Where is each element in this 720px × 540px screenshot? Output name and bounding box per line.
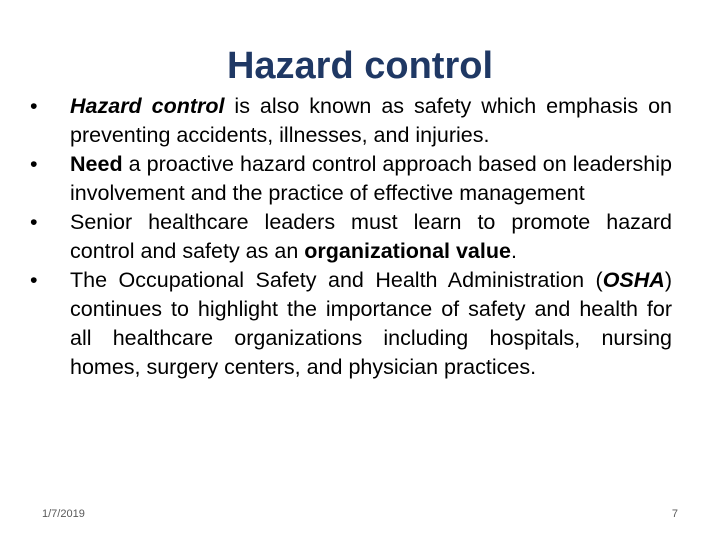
bullet-text: is also known as safety which emphasis on preventing accidents, illnesses, and injuries. — [70, 94, 672, 147]
bullet-text: Senior healthcare leaders must learn to promote hazard control and safety as an — [70, 210, 672, 263]
bullet-item-2 — [30, 150, 672, 208]
bullet-item-1 — [30, 92, 672, 150]
footer-date: 1/7/2019 — [42, 508, 85, 520]
bullet-marker: • — [30, 94, 38, 118]
bullet-item-3 — [30, 208, 672, 266]
bullet-item-4 — [30, 266, 672, 382]
bullet-text: a proactive hazard control approach based on leadership involvement and the practice of effective management — [70, 152, 672, 205]
bullet-text-end: ) continues to highlight the importance of safety and health for all healthcare organizations including hospitals, nursing homes, surgery centers, and physician practices. — [70, 268, 672, 379]
bullet-marker: • — [30, 268, 38, 292]
slide-title: Hazard control — [226, 45, 494, 87]
bullet-list — [30, 92, 672, 382]
bullet-emphasis: OSHA — [602, 268, 665, 292]
bullet-lead-text: Hazard control — [70, 94, 225, 118]
bullet-text-end: . — [510, 239, 517, 263]
bullet-marker: • — [30, 210, 38, 234]
footer-page-number: 7 — [671, 508, 678, 520]
bullet-emphasis: organizational value — [304, 239, 511, 263]
bullet-lead-text: Need — [70, 152, 123, 176]
bullet-text: The Occupational Safety and Health Administration ( — [70, 268, 603, 292]
bullet-marker: • — [30, 152, 38, 176]
